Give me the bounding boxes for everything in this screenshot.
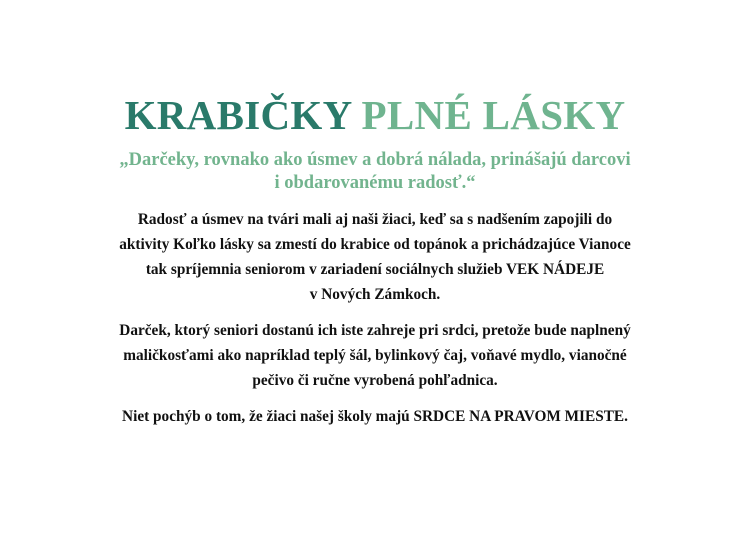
paragraph-line: Darček, ktorý seniori dostanú ich iste zahreje pri srdci, pretože bude naplnený: [119, 322, 631, 339]
paragraph-2: [0, 318, 750, 393]
paragraph-line: aktivity Koľko lásky sa zmestí do krabice od topánok a prichádzajúce Vianoce: [119, 236, 631, 253]
paragraph-line: Radosť a úsmev na tvári mali aj naši žiaci, keď sa s nadšením zapojili do: [137, 211, 613, 228]
paragraph-line: maličkosťami ako napríklad teplý šál, bylinkový čaj, voňavé mydlo, vianočné: [123, 347, 627, 364]
quote-line: „Darčeky, rovnako ako úsmev a dobrá nálada, prinášajú darcovi: [119, 150, 631, 170]
paragraph-line: pečivo či ručne vyrobená pohľadnica.: [252, 372, 498, 389]
paragraph-line: tak spríjemnia seniorom v zariadení sociálnych služieb VEK NÁDEJE: [145, 261, 605, 278]
paragraph-line: Niet pochýb o tom, že žiaci našej školy majú SRDCE NA PRAVOM MIESTE.: [122, 408, 628, 425]
quote: [0, 149, 750, 195]
paragraph-3: [0, 404, 750, 429]
paragraph-line: v Nových Zámkoch.: [309, 286, 441, 303]
paragraph-1: [0, 207, 750, 307]
title-part-krabicky: KRABIČKY: [124, 92, 351, 138]
title-part-plne-lasky: PLNÉ LÁSKY: [361, 92, 626, 138]
quote-line: i obdarovanému radosť.“: [274, 173, 476, 193]
page-title: [0, 92, 750, 138]
